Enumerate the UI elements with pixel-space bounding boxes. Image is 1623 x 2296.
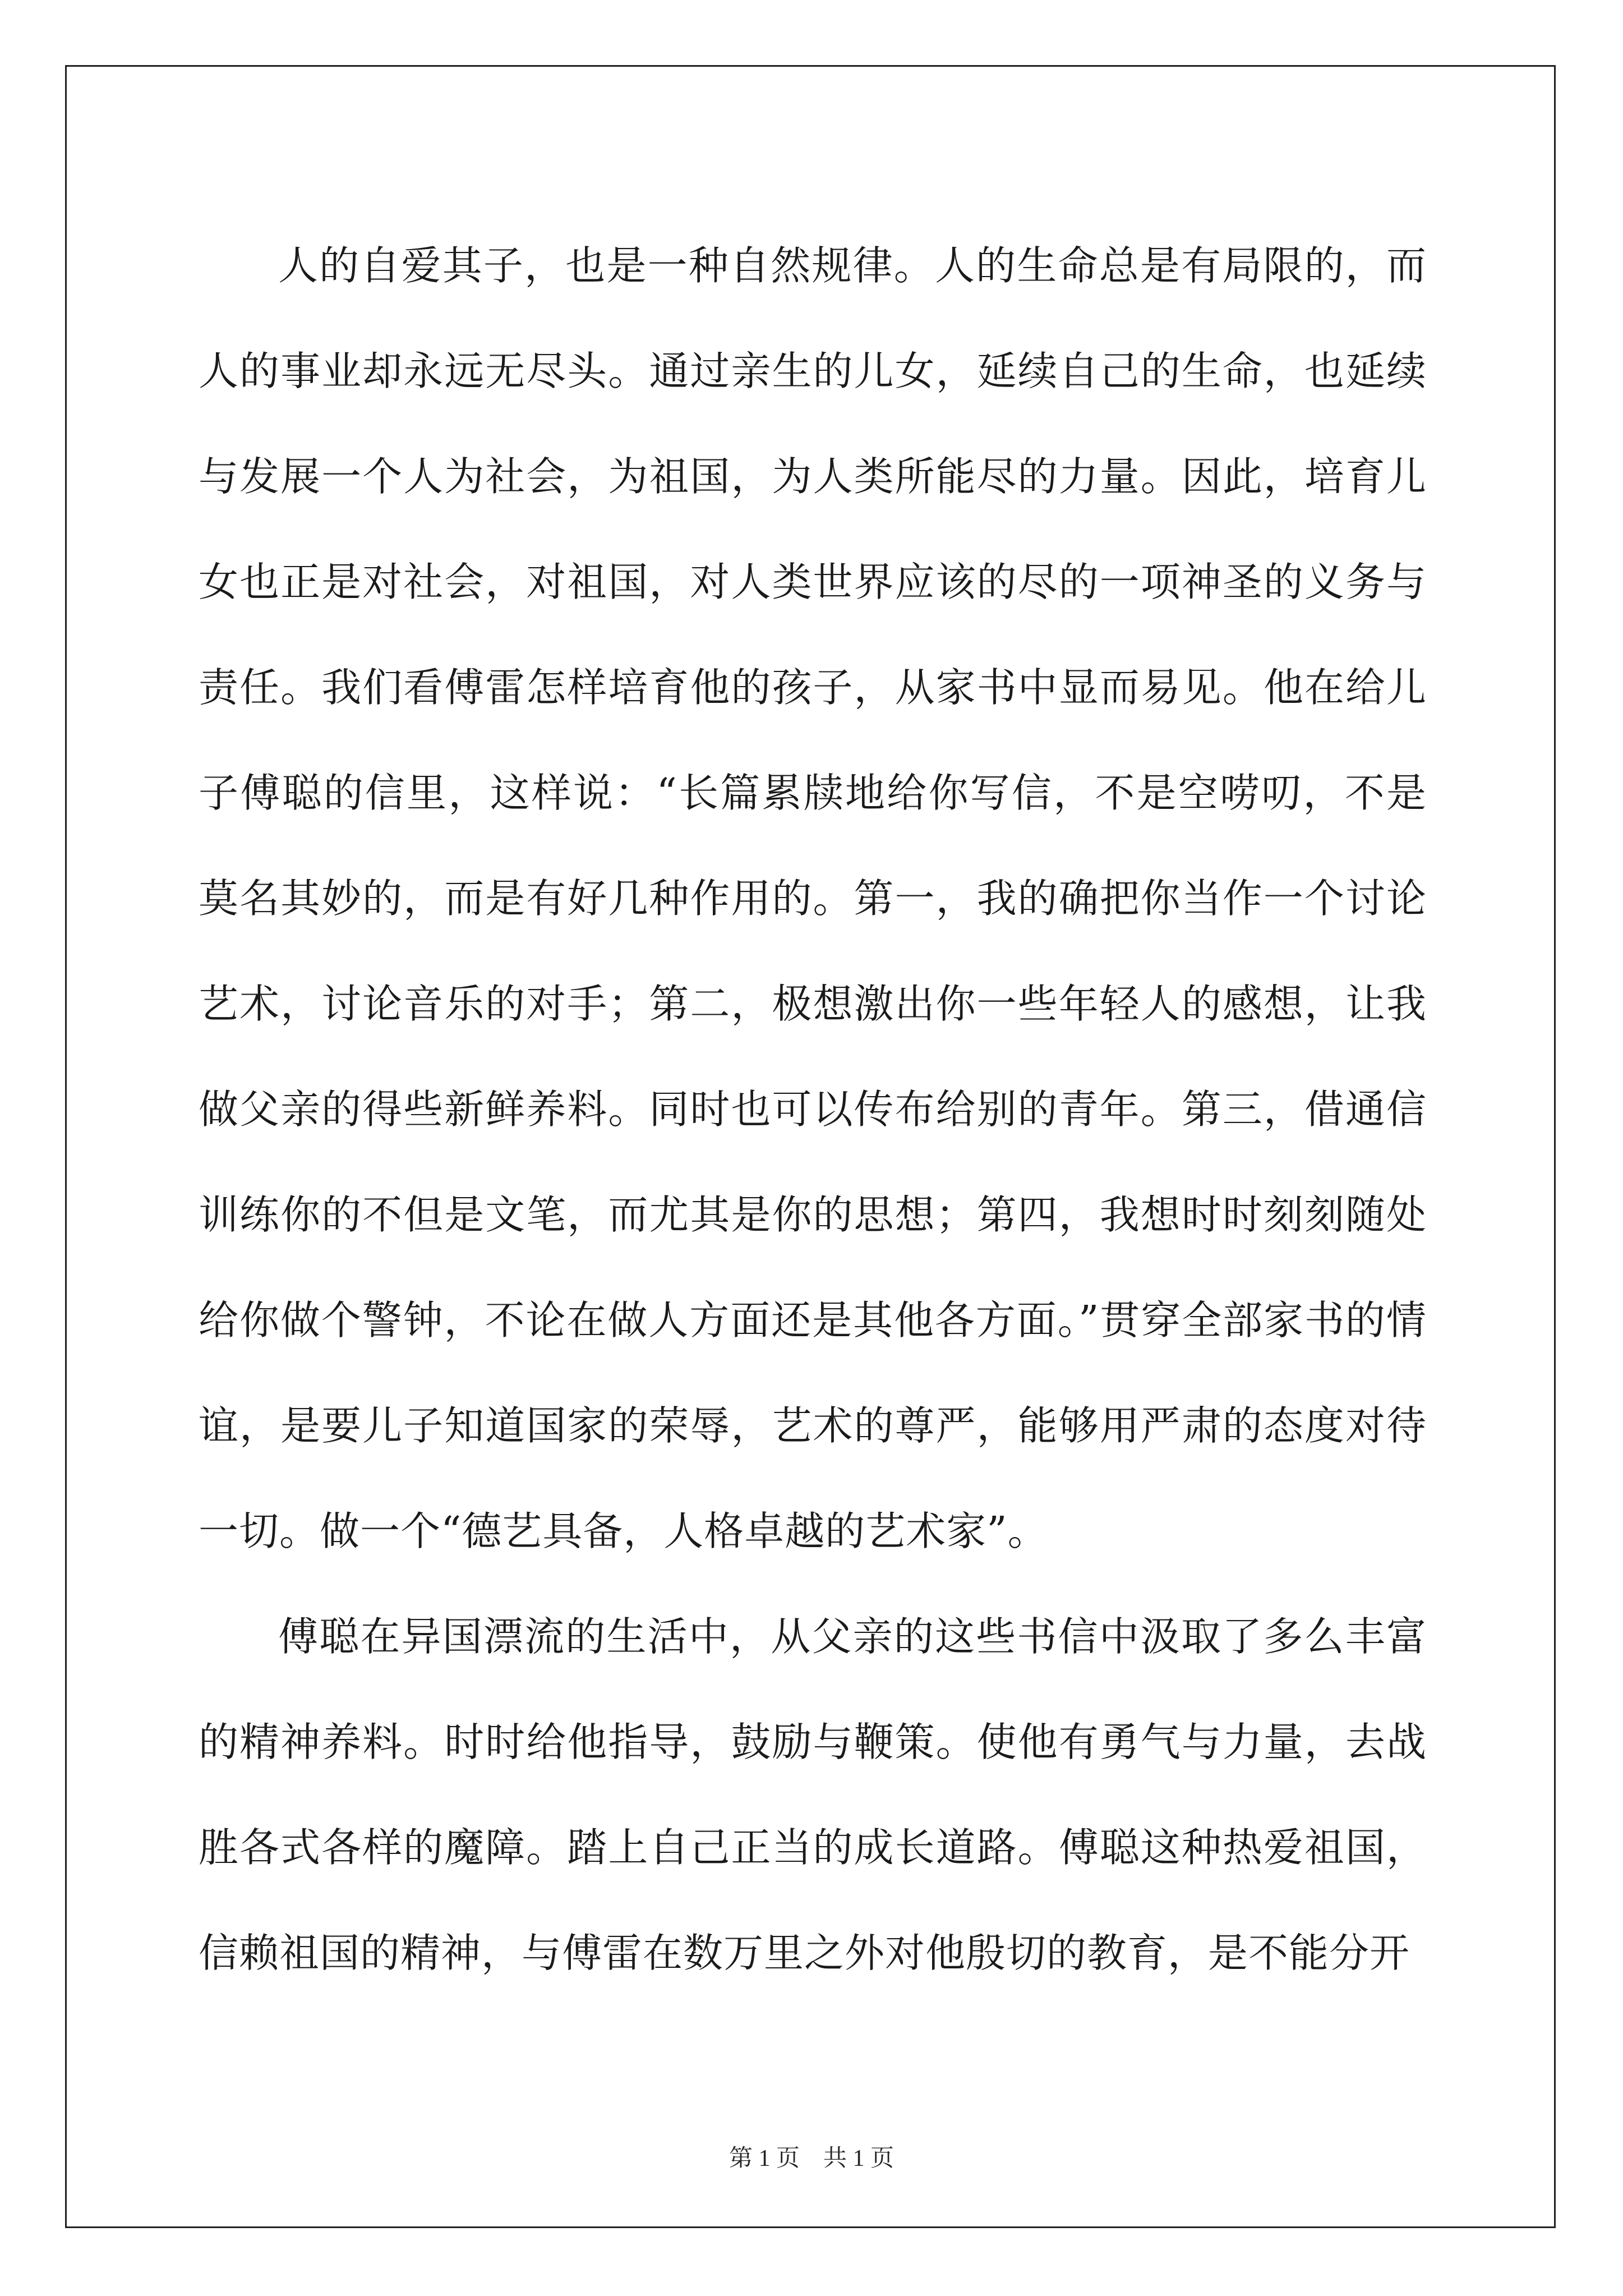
- paragraph-1: 人的自爱其子，也是一种自然规律。人的生命总是有局限的，而人的事业却永远无尽头。通过亲生的儿女，延续自己的生命，也延续与发展一个人为社会，为祖国，为人类所能尽的力量。因此，培育儿女也正是对社会，对祖国，对人类世界应该的尽的一项神圣的义务与责任。我们看傅雷怎样培育他的孩子，从家书中显而易见。他在给儿子傅聪的信里，这样说：“长篇累牍地给你写信，不是空唠叨，不是莫名其妙的，而是有好几种作用的。第一，我的确把你当作一个讨论艺术，讨论音乐的对手；第二，极想激出你一些年轻人的感想，让我做父亲的得些新鲜养料。同时也可以传布给别的青年。第三，借通信训练你的不但是文笔，而尤其是你的思想；第四，我想时时刻刻随处给你做个警钟，不论在做人方面还是其他各方面。”贯穿全部家书的情谊，是要儿子知道国家的荣辱，艺术的尊严，能够用严肃的态度对待一切。做一个“德艺具备，人格卓越的艺术家”。: [199, 242, 1427, 1554]
- paragraph-2: 傅聪在异国漂流的生活中，从父亲的这些书信中汲取了多么丰富的精神养料。时时给他指导，鼓励与鞭策。使他有勇气与力量，去战胜各式各样的魔障。踏上自己正当的成长道路。傅聪这种热爱祖国，信赖祖国的精神，与傅雷在数万里之外对他殷切的教育，是不能分开: [199, 1613, 1427, 1976]
- document-body: [199, 213, 1427, 2006]
- page-number-footer: 第 1 页 共 1 页: [728, 2146, 894, 2171]
